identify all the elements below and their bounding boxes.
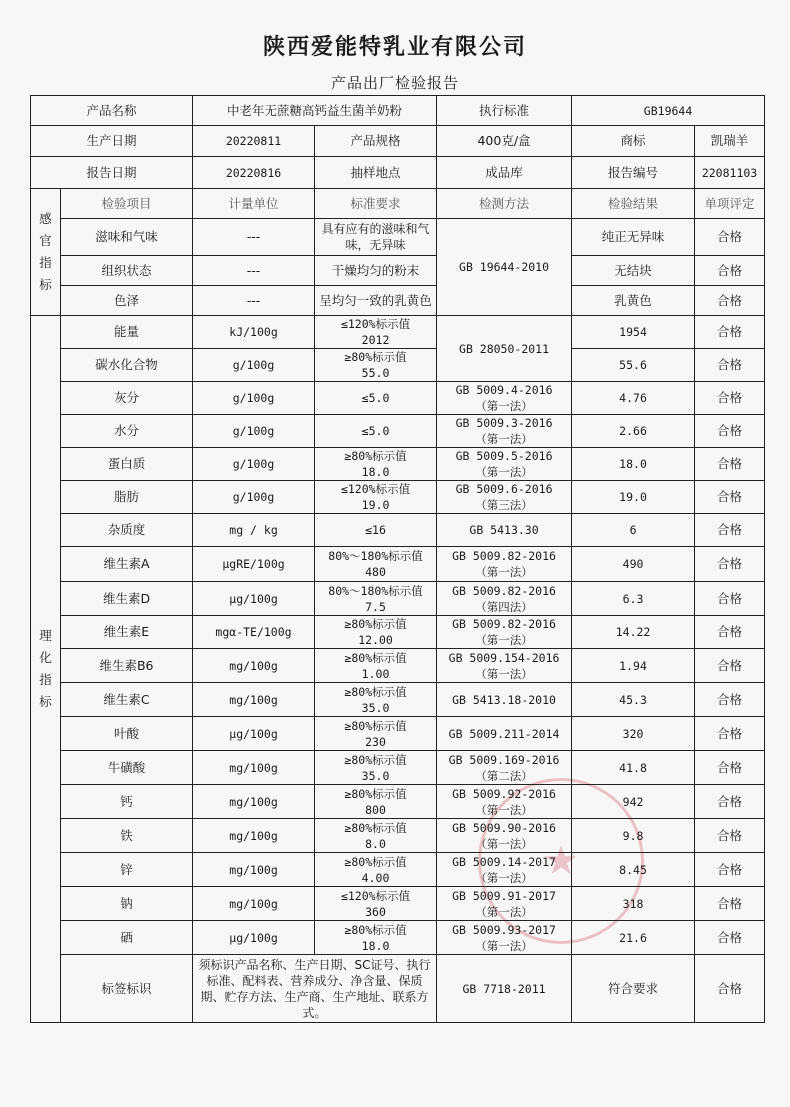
line-2: （第二法） [475, 768, 533, 783]
line-2: （第四法） [475, 599, 533, 614]
sensory-requirement: 具有应有的滋味和气味，无异味 [315, 219, 437, 256]
sensory-unit: --- [193, 286, 315, 316]
physchem-result: 9.8 [572, 819, 695, 853]
spec-label: 产品规格 [315, 126, 437, 157]
physchem-result: 1.94 [572, 649, 695, 683]
physchem-requirement [315, 382, 437, 415]
physchem-unit: g/100g [193, 415, 315, 448]
col-header-item: 检验项目 [61, 189, 193, 219]
physchem-item: 维生素B6 [61, 649, 193, 683]
physchem-result: 6.3 [572, 582, 695, 616]
physchem-unit: μg/100g [193, 921, 315, 955]
sensory-requirement: 呈均匀一致的乳黄色 [315, 286, 437, 316]
line-1: GB 5009.211-2014 [448, 726, 560, 741]
line-1: GB 5009.90-2016 [452, 820, 556, 835]
line-2: （第一法） [475, 802, 533, 817]
line-1: GB 5009.82-2016 [452, 583, 556, 598]
line-2: （第一法） [475, 836, 533, 851]
physchem-item: 叶酸 [61, 717, 193, 751]
line-1: ≥80%标示值 [344, 718, 407, 733]
line-1: ≥80%标示值 [344, 350, 407, 364]
line-1: GB 5009.169-2016 [448, 752, 560, 767]
company-title: 陕西爱能特乳业有限公司 [262, 35, 527, 60]
line-2: 35.0 [361, 768, 390, 783]
physchem-item: 硒 [61, 921, 193, 955]
physchem-verdict: 合格 [695, 616, 765, 649]
physchem-unit: mg/100g [193, 751, 315, 785]
col-header-unit: 计量单位 [193, 189, 315, 219]
line-1: GB 5009.5-2016 [455, 449, 553, 463]
physchem-row [31, 649, 765, 683]
line-1: GB 5009.92-2016 [452, 786, 556, 801]
physchem-unit: mg/100g [193, 785, 315, 819]
physchem-requirement [315, 481, 437, 514]
sensory-unit: --- [193, 219, 315, 256]
label-item: 标签标识 [61, 955, 193, 1023]
line-2: 1.00 [361, 666, 390, 681]
physchem-verdict: 合格 [695, 717, 765, 751]
report-date-value: 20220816 [193, 157, 315, 189]
physchem-result: 41.8 [572, 751, 695, 785]
line-2: 360 [365, 904, 386, 919]
physchem-method [437, 547, 572, 582]
physchem-method [437, 616, 572, 649]
physchem-row [31, 514, 765, 547]
physchem-verdict: 合格 [695, 316, 765, 349]
line-2: 12.00 [358, 633, 393, 647]
physchem-result: 18.0 [572, 448, 695, 481]
line-1: ≥80%标示值 [344, 922, 407, 937]
prod-date-label: 生产日期 [31, 126, 193, 157]
sensory-result: 无结块 [572, 256, 695, 286]
line-2: 55.0 [361, 366, 390, 380]
physchem-item: 灰分 [61, 382, 193, 415]
physchem-result: 320 [572, 717, 695, 751]
sample-site-label: 抽样地点 [315, 157, 437, 189]
line-2: 480 [365, 565, 386, 579]
label-method: GB 7718-2011 [437, 955, 572, 1023]
sensory-group-label: 感官指标 [31, 189, 61, 316]
physchem-row [31, 547, 765, 582]
line-2: （第一法） [475, 565, 533, 579]
physchem-unit: μg/100g [193, 717, 315, 751]
line-2: 2012 [361, 333, 390, 347]
sensory-result: 乳黄色 [572, 286, 695, 316]
col-header-requirement: 标准要求 [315, 189, 437, 219]
physchem-result: 19.0 [572, 481, 695, 514]
physchem-method [437, 448, 572, 481]
physchem-row [31, 582, 765, 616]
info-row-1 [31, 96, 765, 126]
line-2: （第一法） [475, 633, 533, 647]
physchem-result: 14.22 [572, 616, 695, 649]
physchem-verdict: 合格 [695, 683, 765, 717]
physchem-row [31, 349, 765, 382]
line-2: 18.0 [361, 938, 390, 953]
label-row [31, 955, 765, 1023]
physchem-method [437, 415, 572, 448]
line-2: （第一法） [475, 666, 533, 681]
sensory-unit: --- [193, 256, 315, 286]
line-1: ≥80%标示值 [344, 650, 407, 665]
physchem-verdict: 合格 [695, 887, 765, 921]
line-2: （第一法） [475, 465, 533, 479]
physchem-unit: μgRE/100g [193, 547, 315, 582]
physchem-requirement [315, 514, 437, 547]
physchem-item: 牛磺酸 [61, 751, 193, 785]
line-1: ≤120%标示值 [340, 317, 411, 331]
physchem-result: 2.66 [572, 415, 695, 448]
physchem-item: 脂肪 [61, 481, 193, 514]
physchem-unit: g/100g [193, 481, 315, 514]
physchem-row [31, 717, 765, 751]
physchem-verdict: 合格 [695, 582, 765, 616]
line-1: ≥80%标示值 [344, 752, 407, 767]
line-2: （第一法） [475, 432, 533, 446]
line-2: （第一法） [475, 938, 533, 953]
physchem-unit: mg/100g [193, 853, 315, 887]
physchem-requirement [315, 547, 437, 582]
line-1: GB 5009.154-2016 [448, 650, 560, 665]
col-header-method: 检测方法 [437, 189, 572, 219]
line-2: 230 [365, 734, 386, 749]
physchem-row [31, 853, 765, 887]
physchem-item: 维生素A [61, 547, 193, 582]
physchem-verdict: 合格 [695, 819, 765, 853]
physchem-method [437, 751, 572, 785]
column-header-row [31, 189, 765, 219]
physchem-method [437, 582, 572, 616]
report-title: 产品出厂检验报告 [330, 74, 459, 92]
line-1: ≥80%标示值 [344, 786, 407, 801]
physchem-result: 8.45 [572, 853, 695, 887]
physchem-requirement [315, 887, 437, 921]
line-2: （第一法） [475, 399, 533, 413]
line-1: ≥80%标示值 [344, 617, 407, 631]
physchem-row [31, 481, 765, 514]
physchem-requirement [315, 717, 437, 751]
physchem-method [437, 853, 572, 887]
line-1: ≥80%标示值 [344, 684, 407, 699]
sample-site-value: 成品库 [437, 157, 572, 189]
physchem-unit: mgα-TE/100g [193, 616, 315, 649]
physchem-item: 钙 [61, 785, 193, 819]
physchem-unit: mg/100g [193, 649, 315, 683]
line-1: ≥80%标示值 [344, 820, 407, 835]
line-2: 18.0 [361, 465, 390, 479]
physchem-result: 21.6 [572, 921, 695, 955]
line-2: （第一法） [475, 870, 533, 885]
line-2: 35.0 [361, 700, 390, 715]
physchem-row [31, 316, 765, 349]
physchem-item: 蛋白质 [61, 448, 193, 481]
physchem-verdict: 合格 [695, 649, 765, 683]
physchem-result: 1954 [572, 316, 695, 349]
physchem-item: 维生素E [61, 616, 193, 649]
physchem-method [437, 649, 572, 683]
physchem-method [437, 683, 572, 717]
physchem-method [437, 481, 572, 514]
sensory-verdict: 合格 [695, 219, 765, 256]
physchem-requirement [315, 316, 437, 349]
physchem-method [437, 887, 572, 921]
line-1: GB 5009.91-2017 [452, 888, 556, 903]
physchem-method [437, 514, 572, 547]
physchem-verdict: 合格 [695, 785, 765, 819]
prod-date-value: 20220811 [193, 126, 315, 157]
physchem-row [31, 415, 765, 448]
sensory-method: GB 19644-2010 [437, 219, 572, 316]
physchem-requirement [315, 785, 437, 819]
line-1: ≤120%标示值 [340, 888, 411, 903]
physchem-item: 水分 [61, 415, 193, 448]
sensory-verdict: 合格 [695, 256, 765, 286]
line-2: 4.00 [361, 870, 390, 885]
physchem-requirement [315, 819, 437, 853]
report-no-value: 22081103 [695, 157, 765, 189]
physchem-group-label [31, 316, 61, 1023]
physchem-unit: g/100g [193, 448, 315, 481]
physchem-verdict: 合格 [695, 448, 765, 481]
physchem-requirement [315, 751, 437, 785]
product-name-value: 中老年无蔗糖高钙益生菌羊奶粉 [193, 96, 437, 126]
physchem-row [31, 382, 765, 415]
col-header-result: 检验结果 [572, 189, 695, 219]
line-1: ≥80%标示值 [344, 449, 407, 463]
physchem-verdict: 合格 [695, 349, 765, 382]
info-row-3 [31, 157, 765, 189]
line-1: GB 5009.3-2016 [455, 416, 553, 430]
physchem-unit: g/100g [193, 382, 315, 415]
sensory-item: 色泽 [61, 286, 193, 316]
physchem-item: 维生素D [61, 582, 193, 616]
line-2: 800 [365, 802, 386, 817]
physchem-item: 铁 [61, 819, 193, 853]
line-2: 19.0 [361, 498, 390, 512]
physchem-result: 55.6 [572, 349, 695, 382]
physchem-row [31, 448, 765, 481]
physchem-requirement [315, 853, 437, 887]
info-row-2 [31, 126, 765, 157]
standard-value: GB19644 [572, 96, 765, 126]
physchem-item: 维生素C [61, 683, 193, 717]
line-1: GB 5413.18-2010 [452, 692, 556, 707]
line-1: GB 5009.14-2017 [452, 854, 556, 869]
physchem-requirement [315, 349, 437, 382]
physchem-requirement [315, 415, 437, 448]
physchem-verdict: 合格 [695, 514, 765, 547]
line-1: ≤5.0 [361, 391, 390, 405]
col-header-verdict: 单项评定 [695, 189, 765, 219]
physchem-row [31, 751, 765, 785]
spec-value: 400克/盒 [437, 126, 572, 157]
standard-label: 执行标准 [437, 96, 572, 126]
sensory-result: 纯正无异味 [572, 219, 695, 256]
physchem-verdict: 合格 [695, 853, 765, 887]
physchem-row [31, 887, 765, 921]
inspection-table [30, 95, 765, 1023]
physchem-method [437, 819, 572, 853]
physchem-verdict: 合格 [695, 547, 765, 582]
line-2: 7.5 [365, 599, 386, 614]
physchem-requirement [315, 921, 437, 955]
physchem-item: 杂质度 [61, 514, 193, 547]
physchem-result: 942 [572, 785, 695, 819]
line-1: 80%～180%标示值 [328, 549, 423, 563]
physchem-requirement [315, 582, 437, 616]
sensory-row [31, 219, 765, 256]
physchem-unit: mg/100g [193, 887, 315, 921]
physchem-unit: mg/100g [193, 683, 315, 717]
product-name-label: 产品名称 [31, 96, 193, 126]
physchem-unit: mg/100g [193, 819, 315, 853]
physchem-requirement [315, 683, 437, 717]
physchem-verdict: 合格 [695, 415, 765, 448]
physchem-unit: mg / kg [193, 514, 315, 547]
physchem-verdict: 合格 [695, 481, 765, 514]
physchem-item: 碳水化合物 [61, 349, 193, 382]
physchem-row [31, 616, 765, 649]
physchem-item: 钠 [61, 887, 193, 921]
sensory-verdict: 合格 [695, 286, 765, 316]
line-1: GB 5009.6-2016 [455, 482, 553, 496]
label-verdict: 合格 [695, 955, 765, 1023]
physchem-requirement [315, 649, 437, 683]
sensory-requirement: 干燥均匀的粉末 [315, 256, 437, 286]
energy-carb-method: GB 28050-2011 [437, 316, 572, 382]
line-1: ≤16 [365, 523, 386, 537]
sensory-row [31, 286, 765, 316]
physchem-result: 45.3 [572, 683, 695, 717]
physchem-requirement [315, 616, 437, 649]
physchem-method [437, 921, 572, 955]
label-result: 符合要求 [572, 955, 695, 1023]
physchem-unit: μg/100g [193, 582, 315, 616]
report-date-label: 报告日期 [31, 157, 193, 189]
physchem-result: 6 [572, 514, 695, 547]
line-1: ≤120%标示值 [340, 482, 411, 496]
sensory-item: 组织状态 [61, 256, 193, 286]
physchem-verdict: 合格 [695, 921, 765, 955]
report-no-label: 报告编号 [572, 157, 695, 189]
physchem-item: 能量 [61, 316, 193, 349]
line-1: 80%～180%标示值 [328, 583, 423, 598]
physchem-result: 318 [572, 887, 695, 921]
physchem-verdict: 合格 [695, 382, 765, 415]
physchem-row [31, 785, 765, 819]
line-2: （第一法） [475, 904, 533, 919]
physchem-result: 490 [572, 547, 695, 582]
brand-label: 商标 [572, 126, 695, 157]
company-seal-icon: ★ [478, 778, 644, 944]
line-1: GB 5009.82-2016 [452, 617, 556, 631]
physchem-method [437, 717, 572, 751]
physchem-verdict: 合格 [695, 751, 765, 785]
sensory-row [31, 256, 765, 286]
line-1: ≤5.0 [361, 424, 390, 438]
line-1: GB 5009.93-2017 [452, 922, 556, 937]
physchem-result: 4.76 [572, 382, 695, 415]
brand-value: 凯瑞羊 [695, 126, 765, 157]
physchem-row [31, 819, 765, 853]
physchem-method [437, 382, 572, 415]
line-2: （第三法） [475, 498, 533, 512]
line-2: 8.0 [365, 836, 386, 851]
sensory-item: 滋味和气味 [61, 219, 193, 256]
physchem-method [437, 785, 572, 819]
physchem-unit: kJ/100g [193, 316, 315, 349]
physchem-requirement [315, 448, 437, 481]
line-1: ≥80%标示值 [344, 854, 407, 869]
physchem-row [31, 921, 765, 955]
physchem-row [31, 683, 765, 717]
label-requirement: 须标识产品名称、生产日期、SC证号、执行标准、配料表、营养成分、净含量、保质期、贮存方法、生产商、生产地址、联系方式。 [193, 955, 437, 1023]
physchem-item: 锌 [61, 853, 193, 887]
physchem-unit: g/100g [193, 349, 315, 382]
line-1: GB 5413.30 [469, 523, 539, 537]
physchem-group-text: 理化指标 [39, 628, 52, 709]
line-1: GB 5009.82-2016 [452, 549, 556, 563]
line-1: GB 5009.4-2016 [455, 383, 553, 397]
